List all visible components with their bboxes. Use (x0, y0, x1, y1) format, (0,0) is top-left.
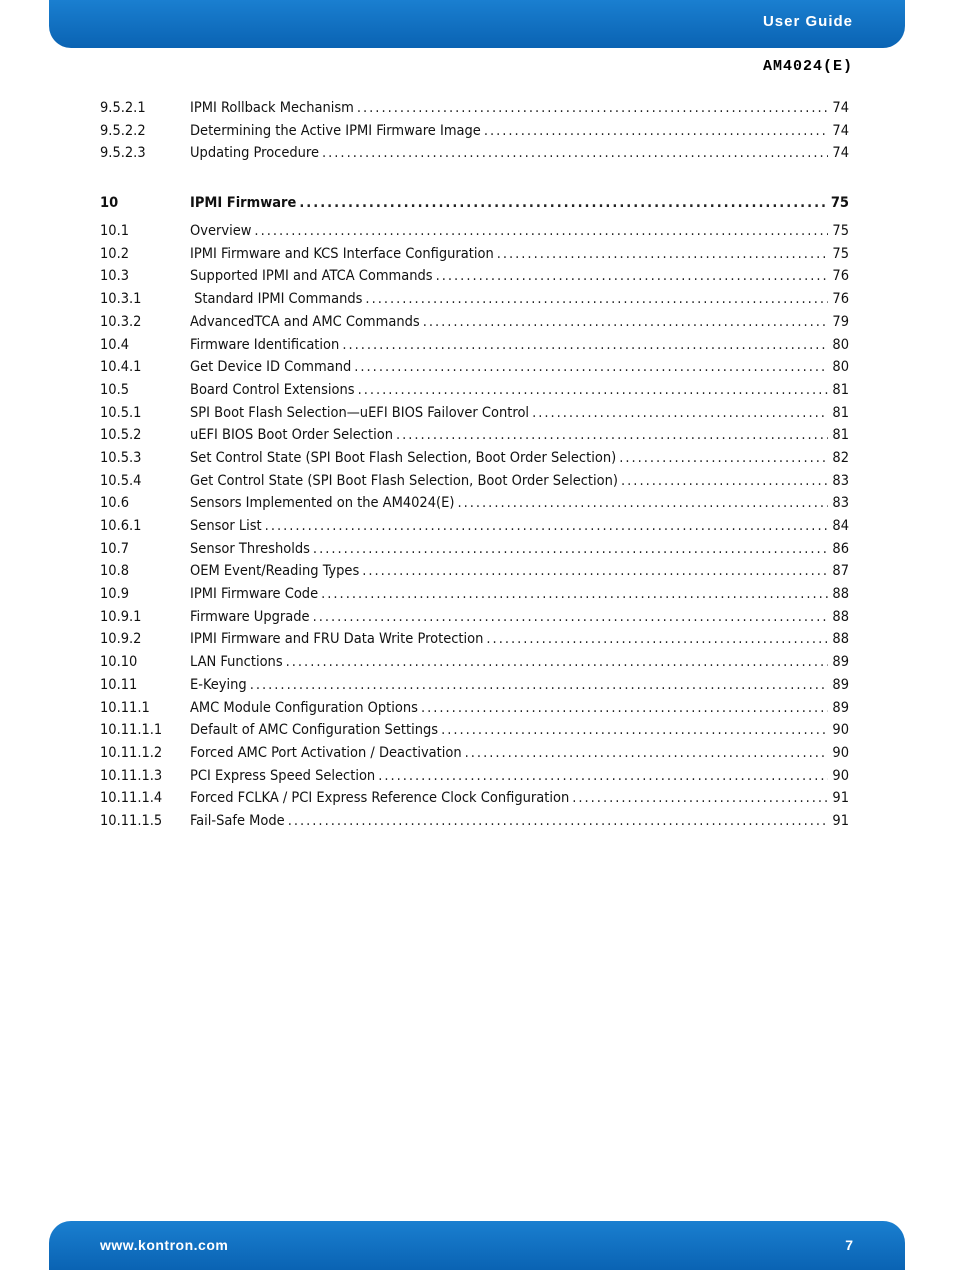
toc-section-title: Sensor List (190, 518, 262, 534)
toc-page-number: 79 (832, 313, 849, 330)
toc-entry[interactable] (100, 356, 849, 379)
toc-section-number: 10.11.1.5 (100, 812, 163, 829)
toc-dot-leader (254, 220, 828, 243)
toc-entry[interactable] (100, 674, 849, 697)
toc-section-title: Set Control State (SPI Boot Flash Selection, Boot Order Selection) (190, 449, 617, 466)
toc-entry[interactable] (100, 810, 849, 833)
toc-dot-leader (354, 356, 828, 379)
toc-section-number: 10.3.2 (100, 313, 142, 330)
toc-section-number: 10.1 (100, 223, 130, 240)
toc-dot-leader (457, 492, 828, 515)
toc-dot-leader (250, 674, 829, 697)
toc-section-title: Fail-Safe Mode (190, 812, 285, 829)
toc-page-number: 86 (832, 540, 849, 557)
toc-page-number: 88 (832, 631, 849, 648)
toc-dot-leader (299, 192, 825, 215)
toc-page-number: 89 (832, 676, 849, 693)
toc-page-number: 88 (832, 586, 849, 603)
toc-dot-leader (313, 606, 829, 629)
toc-section-number: 10.9.2 (100, 631, 142, 648)
toc-section-number: 10.3 (100, 268, 130, 285)
toc-section-title: IPMI Firmware and FRU Data Write Protection (190, 631, 484, 648)
toc-section-number: 10.4 (100, 336, 130, 353)
toc-entry[interactable] (100, 379, 849, 402)
toc-dot-leader (396, 424, 828, 447)
toc-dot-leader (365, 288, 828, 311)
toc-section-title: Determining the Active IPMI Firmware Image (190, 122, 481, 139)
toc-entry[interactable] (100, 606, 849, 629)
toc-dot-leader (378, 765, 828, 788)
toc-section-title: IPMI Firmware Code (190, 586, 319, 603)
toc-entry[interactable] (100, 243, 849, 266)
toc-page-number: 83 (832, 472, 849, 489)
toc-section-number: 10 (100, 195, 119, 212)
toc-page-number: 90 (832, 722, 849, 739)
toc-entry[interactable] (100, 651, 849, 674)
toc-dot-leader (465, 742, 829, 765)
toc-entry[interactable] (100, 120, 849, 143)
toc-dot-leader (436, 265, 829, 288)
toc-section-number: 10.11 (100, 676, 138, 693)
toc-section-number: 10.5 (100, 381, 130, 398)
toc-dot-leader (619, 447, 828, 470)
toc-section-number: 10.5.3 (100, 449, 142, 466)
toc-section-number: 10.9 (100, 586, 130, 603)
toc-section-title: Forced FCLKA / PCI Express Reference Clock Configuration (190, 790, 570, 807)
toc-entry[interactable] (100, 424, 849, 447)
toc-entry[interactable] (100, 583, 849, 606)
toc-dot-leader (321, 583, 828, 606)
toc-section-title: Sensor Thresholds (190, 540, 310, 557)
toc-dot-leader (441, 719, 828, 742)
toc-section-number: 10.11.1.2 (100, 744, 163, 761)
toc-section-title: Updating Procedure (190, 145, 319, 162)
toc-entry[interactable] (100, 97, 849, 120)
toc-section-title: Firmware Upgrade (190, 608, 310, 625)
page-number: 7 (845, 1237, 853, 1253)
toc-page-number: 75 (830, 195, 849, 212)
toc-page-number: 87 (832, 563, 849, 580)
toc-section-number: 10.6 (100, 495, 130, 512)
toc-section-title: Get Control State (SPI Boot Flash Selection, Boot Order Selection) (190, 472, 619, 489)
toc-section-title: Board Control Extensions (190, 381, 355, 398)
toc-dot-leader (484, 120, 829, 143)
toc-entry[interactable] (100, 628, 849, 651)
toc-page-number: 89 (832, 699, 849, 716)
toc-page-number: 74 (832, 145, 849, 162)
toc-section-title: PCI Express Speed Selection (190, 767, 376, 784)
toc-entry[interactable] (100, 765, 849, 788)
toc-page-number: 75 (832, 223, 849, 240)
toc-page-number: 74 (832, 122, 849, 139)
toc-dot-leader (313, 538, 828, 561)
toc-dot-leader (497, 243, 829, 266)
toc-section-title: E-Keying (190, 676, 247, 693)
toc-section-title: Supported IPMI and ATCA Commands (190, 268, 433, 285)
toc-entry[interactable] (100, 492, 849, 515)
toc-page-number: 84 (832, 518, 849, 534)
toc-section-title: Get Device ID Command (190, 359, 352, 376)
toc-entry[interactable] (100, 447, 849, 470)
toc-section-title: Overview (190, 223, 252, 240)
toc-page-number: 88 (832, 608, 849, 625)
toc-dot-leader (532, 402, 828, 425)
toc-page-number: 89 (832, 654, 849, 671)
toc-page-number: 74 (832, 100, 849, 116)
toc-section-number: 10.5.2 (100, 427, 142, 444)
toc-page-number: 76 (832, 268, 849, 285)
toc-entry[interactable] (100, 742, 849, 765)
toc-section-number: 9.5.2.2 (100, 122, 146, 139)
toc-section-title: AMC Module Configuration Options (190, 699, 418, 716)
toc-entry[interactable] (100, 334, 849, 357)
toc-page-number: 90 (832, 744, 849, 761)
toc-section-title: OEM Event/Reading Types (190, 563, 360, 580)
table-of-contents (100, 97, 849, 833)
toc-page-number: 81 (832, 404, 849, 421)
toc-page-number: 80 (832, 359, 849, 376)
toc-section-number: 9.5.2.1 (100, 100, 146, 116)
toc-entry[interactable] (100, 719, 849, 742)
toc-section-number: 10.4.1 (100, 359, 142, 376)
toc-section-number: 10.8 (100, 563, 130, 580)
toc-entry[interactable] (100, 220, 849, 243)
document-id: AM4024(E) (762, 58, 853, 75)
footer-bar (49, 1221, 905, 1270)
toc-entry[interactable] (100, 142, 849, 165)
toc-page-number: 76 (832, 291, 849, 308)
toc-section-title: AdvancedTCA and AMC Commands (190, 313, 420, 330)
toc-section-number: 10.3.1 (100, 291, 142, 308)
toc-section-number: 10.9.1 (100, 608, 142, 625)
toc-dot-leader (286, 651, 829, 674)
toc-page-number: 75 (832, 245, 849, 262)
toc-section-title: Forced AMC Port Activation / Deactivation (190, 744, 462, 761)
toc-page-number: 82 (832, 449, 849, 466)
toc-section-number: 10.11.1.3 (100, 767, 163, 784)
toc-dot-leader (358, 379, 829, 402)
toc-entry[interactable] (100, 538, 849, 561)
toc-section-title: SPI Boot Flash Selection—uEFI BIOS Failover Control (190, 404, 530, 421)
toc-section-number: 10.11.1.4 (100, 790, 163, 807)
toc-entry[interactable] (100, 697, 849, 720)
toc-section-number: 10.11.1 (100, 699, 150, 716)
toc-page-number: 90 (832, 767, 849, 784)
toc-entry[interactable] (100, 560, 849, 583)
toc-section-number: 10.7 (100, 540, 130, 557)
toc-section-number: 9.5.2.3 (100, 145, 146, 162)
toc-section-title: Default of AMC Configuration Settings (190, 722, 439, 739)
toc-page-number: 80 (832, 336, 849, 353)
toc-section-number: 10.10 (100, 654, 138, 671)
toc-dot-leader (572, 787, 828, 810)
toc-page-number: 81 (832, 381, 849, 398)
toc-section-number: 10.2 (100, 245, 130, 262)
toc-section-title: LAN Functions (190, 654, 283, 671)
toc-dot-leader (621, 470, 828, 493)
toc-section-title: Sensors Implemented on the AM4024(E) (190, 495, 455, 512)
toc-entry[interactable] (100, 402, 849, 425)
toc-entry[interactable] (100, 311, 849, 334)
toc-entry[interactable] (100, 288, 849, 311)
toc-dot-leader (362, 560, 828, 583)
header-bar (49, 0, 905, 48)
toc-dot-leader (342, 334, 828, 357)
header-title: User Guide (762, 13, 853, 30)
toc-page-number: 91 (832, 790, 849, 807)
toc-section-title: Firmware Identification (190, 336, 340, 353)
toc-dot-leader (486, 628, 828, 651)
toc-entry[interactable] (100, 470, 849, 493)
toc-section-number: 10.11.1.1 (100, 722, 163, 739)
toc-dot-leader (322, 142, 828, 165)
footer-website-link[interactable]: www.kontron.com (100, 1237, 229, 1253)
toc-section-number: 10.6.1 (100, 518, 142, 534)
toc-entry[interactable] (100, 265, 849, 288)
toc-dot-leader (423, 311, 829, 334)
toc-section-title: uEFI BIOS Boot Order Selection (190, 427, 393, 444)
toc-page-number: 91 (832, 812, 849, 829)
toc-section-title: Standard IPMI Commands (190, 291, 363, 308)
toc-dot-leader (421, 697, 828, 720)
toc-entry[interactable] (100, 787, 849, 810)
toc-section-number: 10.5.4 (100, 472, 142, 489)
toc-page-number: 81 (832, 427, 849, 444)
toc-section-title: IPMI Firmware and KCS Interface Configuration (190, 245, 494, 262)
toc-dot-leader (288, 810, 829, 833)
toc-dot-leader (357, 97, 829, 120)
toc-section-title: IPMI Firmware (190, 195, 297, 212)
toc-section-title: IPMI Rollback Mechanism (190, 100, 354, 116)
toc-dot-leader (265, 515, 829, 538)
toc-section-number: 10.5.1 (100, 404, 142, 421)
toc-entry[interactable] (100, 515, 849, 538)
toc-chapter-entry[interactable] (100, 192, 849, 218)
toc-page-number: 83 (832, 495, 849, 512)
